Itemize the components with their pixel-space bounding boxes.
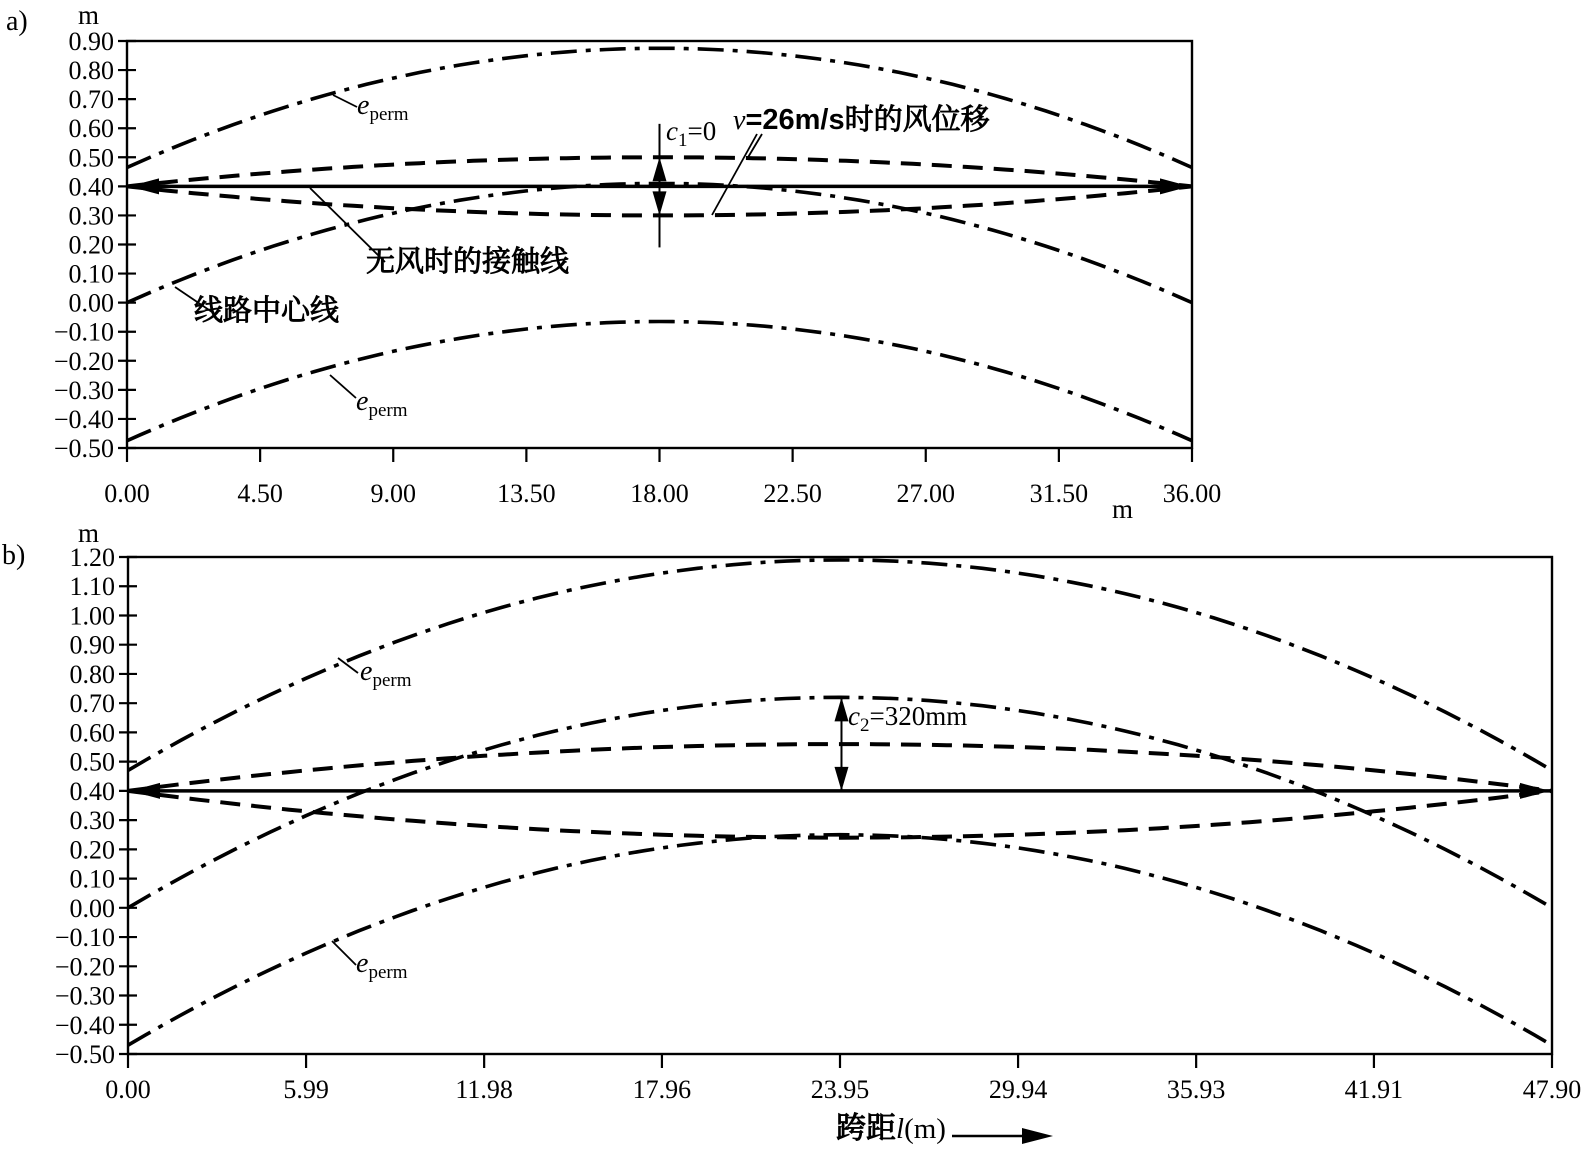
c2-var: c	[848, 701, 860, 731]
y-tick-label: 0.30	[69, 806, 115, 836]
y-tick-label: 0.50	[69, 747, 115, 777]
y-tick-label: −0.30	[53, 375, 114, 405]
v26-text: =26m/s时的风位移	[745, 104, 990, 136]
eperm-upper-b-label	[360, 658, 411, 690]
y-tick-label: 0.10	[69, 864, 115, 894]
y-tick-label: −0.50	[53, 434, 114, 463]
y-tick-label: 0.80	[68, 56, 114, 86]
xlabel-text: 跨距	[836, 1112, 896, 1145]
y-tick-label: 0.80	[69, 659, 115, 689]
x-tick-label: 35.93	[1166, 1075, 1226, 1104]
y-tick-label: 1.00	[69, 601, 115, 631]
eperm-subscript: perm	[369, 104, 409, 125]
y-tick-label: 1.10	[69, 572, 115, 602]
x-tick-label: 11.98	[455, 1075, 513, 1104]
x-tick-label: 13.50	[497, 479, 556, 508]
chart-a-plot	[54, 27, 1221, 508]
y-tick-label: 0.40	[69, 776, 115, 806]
wind-displacement-annotation	[733, 106, 990, 135]
x-tick-label: 9.00	[370, 479, 416, 508]
y-tick-label: 0.50	[68, 143, 114, 173]
y-tick-label: 0.60	[68, 114, 114, 144]
xlabel-arrow	[952, 1128, 1053, 1144]
left-end-arrow	[129, 178, 159, 194]
y-tick-label: 0.90	[69, 630, 115, 660]
panel-b-label: b)	[2, 540, 26, 571]
y-tick-label: −0.30	[54, 981, 115, 1011]
track-centerline-label: 线路中心线	[194, 295, 340, 327]
chart-a-x-unit: m	[1112, 494, 1134, 524]
xlabel-unit: (m)	[904, 1113, 946, 1145]
c2-annotation	[848, 703, 967, 735]
x-tick-label: 5.99	[283, 1075, 329, 1104]
curve-dashdot	[128, 835, 1552, 1045]
curve-dashdot	[128, 697, 1552, 908]
chart-b-x-axis-title	[836, 1114, 946, 1144]
plot-border	[128, 557, 1552, 1054]
x-tick-label: 22.50	[763, 479, 822, 508]
y-tick-label: −0.40	[54, 1010, 115, 1040]
eperm-symbol: e	[357, 90, 370, 121]
x-tick-label: 41.91	[1344, 1075, 1404, 1104]
xlabel-var: l	[896, 1113, 905, 1145]
y-tick-label: 0.30	[68, 201, 114, 231]
left-end-arrow	[130, 783, 160, 799]
y-tick-label: 0.10	[68, 259, 114, 289]
eperm-lower-a-leader	[330, 375, 356, 398]
chart-a-y-unit: m	[78, 0, 100, 30]
c1-value: =0	[687, 116, 717, 146]
eperm-lower-b-leader	[332, 941, 356, 965]
y-tick-label: 0.20	[68, 230, 114, 260]
x-tick-label: 18.00	[630, 479, 689, 508]
chart-b-y-unit: m	[78, 518, 100, 548]
x-tick-label: 27.00	[896, 479, 955, 508]
right-end-arrow	[1520, 783, 1550, 799]
x-tick-label: 31.50	[1029, 479, 1089, 508]
eperm-lower-b-label	[356, 950, 407, 982]
chart-b-leader-lines	[332, 658, 358, 965]
dim-arrowhead-down	[653, 191, 667, 215]
y-tick-label: 0.90	[68, 27, 114, 56]
eperm-upper-a-leader	[333, 95, 357, 107]
y-tick-label: 0.70	[69, 689, 115, 719]
y-tick-label: 1.20	[69, 543, 115, 572]
y-tick-label: −0.10	[53, 317, 114, 347]
eperm-upper-a-label	[357, 92, 408, 124]
y-tick-label: 0.70	[68, 85, 114, 115]
y-tick-label: −0.10	[54, 923, 115, 953]
dim-arrowhead-down	[834, 767, 848, 791]
x-tick-label: 0.00	[104, 479, 150, 508]
y-tick-label: −0.40	[53, 404, 114, 434]
eperm-symbol: e	[356, 948, 369, 979]
eperm-symbol: e	[356, 386, 369, 417]
dim-arrowhead-up	[834, 697, 848, 721]
xlabel-arrowhead	[1022, 1128, 1053, 1144]
x-tick-label: 0.00	[105, 1075, 151, 1104]
curve-dashdot	[127, 322, 1192, 441]
eperm-lower-a-label	[356, 388, 407, 420]
eperm-subscript: perm	[372, 670, 412, 691]
y-tick-label: −0.20	[53, 346, 114, 376]
curve-dashdot	[128, 560, 1552, 771]
dim-arrowhead-up	[653, 157, 667, 181]
chart-b-plot	[55, 543, 1581, 1104]
c1-annotation	[666, 118, 716, 150]
y-tick-label: 0.20	[69, 835, 115, 865]
c1-var: c	[666, 116, 678, 146]
v26-var: v	[733, 105, 746, 136]
contact-nowind-label: 无风时的接触线	[366, 246, 570, 278]
eperm-symbol: e	[360, 656, 373, 687]
c2-value: =320mm	[869, 701, 968, 731]
x-tick-label: 23.95	[810, 1075, 870, 1104]
y-tick-label: 0.40	[68, 172, 114, 202]
panel-a-label: a)	[6, 6, 28, 37]
v26-leader-long	[712, 134, 757, 215]
eperm-subscript: perm	[368, 400, 408, 421]
y-tick-label: 0.60	[69, 718, 115, 748]
x-tick-label: 36.00	[1162, 479, 1222, 508]
x-tick-label: 47.90	[1522, 1075, 1582, 1104]
c2-subscript: 2	[859, 715, 870, 736]
x-tick-label: 4.50	[237, 479, 283, 508]
x-tick-label: 29.94	[988, 1075, 1048, 1104]
right-end-arrow	[1160, 178, 1190, 194]
y-tick-label: −0.20	[54, 952, 115, 982]
y-tick-label: 0.00	[68, 288, 114, 318]
c1-subscript: 1	[677, 130, 688, 151]
curve-dashed	[128, 791, 1552, 838]
y-tick-label: −0.50	[54, 1040, 115, 1069]
x-tick-label: 17.96	[632, 1075, 692, 1104]
y-tick-label: 0.00	[69, 893, 115, 923]
eperm-subscript: perm	[368, 962, 408, 983]
